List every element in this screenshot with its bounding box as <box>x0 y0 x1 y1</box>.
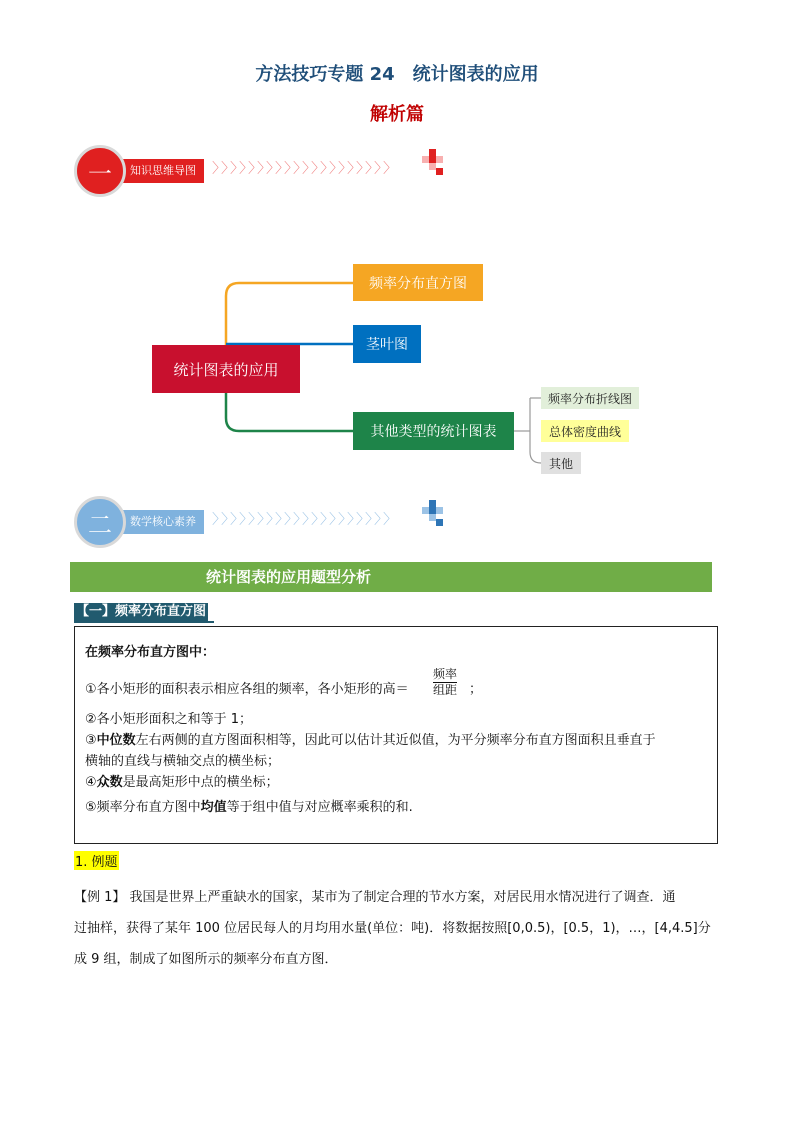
box-line-2: ②各小矩形面积之和等于 1； <box>85 712 253 727</box>
topic-tag: 【一】频率分布直方图 <box>76 604 207 619</box>
section-label-2: 数学核心素养 <box>120 510 204 534</box>
section-label-1: 知识思维导图 <box>120 159 204 183</box>
section-band-title: 统计图表的应用题型分析 <box>70 562 712 592</box>
mindmap-root: 统计图表的应用 <box>152 345 300 393</box>
mindmap-branch-stem-leaf: 茎叶图 <box>353 325 421 363</box>
mindmap-leaf-other: 其他 <box>541 452 581 474</box>
mindmap-branch-histogram: 频率分布直方图 <box>353 264 483 301</box>
example-label: 1. 例题 <box>74 851 119 870</box>
knowledge-box <box>74 626 718 844</box>
box-line-3b: 横轴的直线与横轴交点的横坐标； <box>85 754 281 769</box>
fraction-frequency-over-width: 频率 组距 <box>433 667 458 697</box>
page-title: 方法技巧专题 24 统计图表的应用 <box>255 64 539 85</box>
mindmap-leaf-frequency-polygon: 频率分布折线图 <box>541 387 639 409</box>
box-line-1: ①各小矩形的面积表示相应各组的频率，各小矩形的高＝ <box>85 682 409 697</box>
box-line-3: ③中位数左右两侧的直方图面积相等，因此可以估计其近似值，为平分频率分布直方图面积且垂直于 <box>85 733 656 748</box>
example-line-2: 过抽样，获得了某年 100 位居民每人的月均用水量(单位：吨)．将数据按照[0,0.5)，[0.5，1)，…，[4,4.5]分 <box>74 921 711 936</box>
box-heading: 在频率分布直方图中： <box>85 645 216 660</box>
section-header-2 <box>74 496 444 548</box>
page-subtitle: 解析篇 <box>370 104 424 125</box>
box-line-5: ⑤频率分布直方图中均值等于组中值与对应概率乘积的和. <box>85 800 413 815</box>
example-line-1: 【例 1】 我国是世界上严重缺水的国家，某市为了制定合理的节水方案，对居民用水情况进行了调查．通 <box>74 890 676 905</box>
arrow-chevrons-icon: 〉〉〉〉〉〉〉〉〉〉〉〉〉〉〉〉〉〉〉〉 <box>212 512 399 528</box>
section-numeral-2: 二 <box>74 496 126 548</box>
box-line-4: ④众数是最高矩形中点的横坐标； <box>85 775 279 790</box>
section-numeral-1: 一 <box>74 145 126 197</box>
mindmap-branch-other-charts: 其他类型的统计图表 <box>353 412 514 450</box>
box-line-1-end: ； <box>469 682 483 697</box>
decorative-squares-icon <box>422 500 442 526</box>
example-line-3: 成 9 组，制成了如图所示的频率分布直方图． <box>74 952 338 967</box>
topic-tag-underline <box>74 621 214 623</box>
arrow-chevrons-icon: 〉〉〉〉〉〉〉〉〉〉〉〉〉〉〉〉〉〉〉〉 <box>212 161 399 177</box>
mindmap-leaf-density-curve: 总体密度曲线 <box>541 420 629 442</box>
